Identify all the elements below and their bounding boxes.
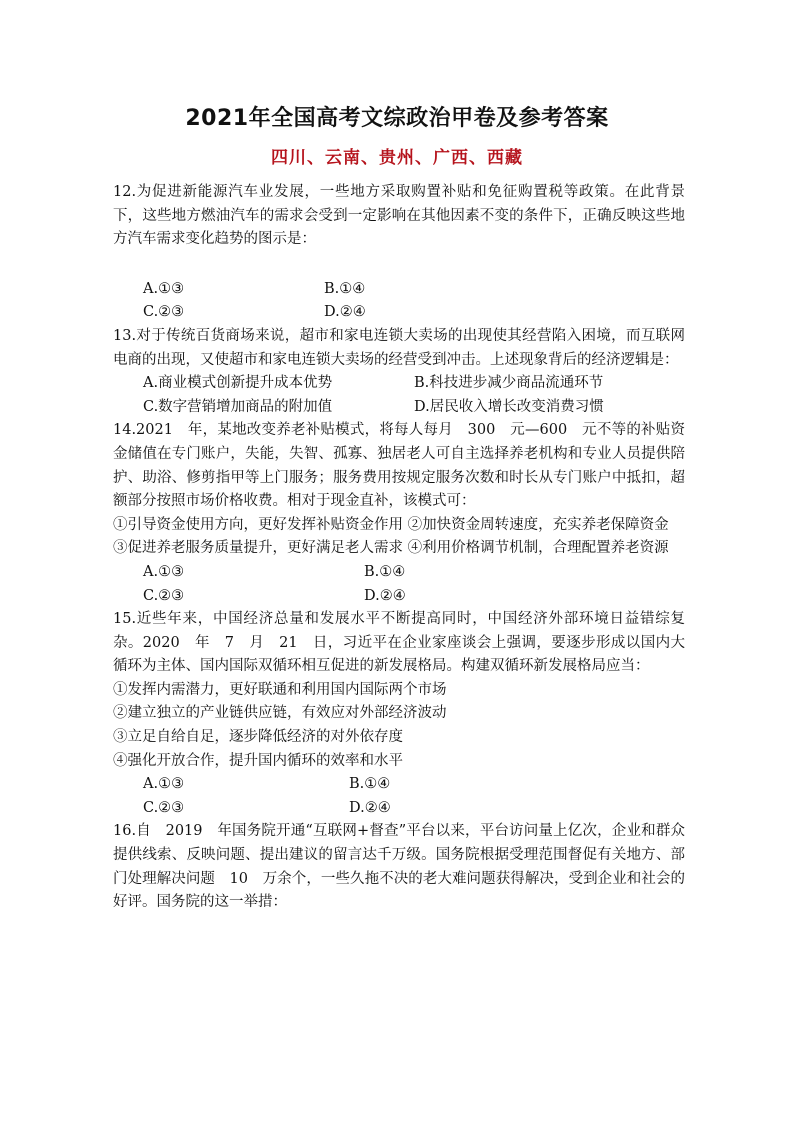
options-row [113,372,685,396]
question-stem: 14.2021 年，某地改变养老补贴模式，将每人每月 300 元—600 元不等的补贴资金储值在专门账户，失能，失智、孤寡、独居老人可自主选择养老机构和专业人员提供陪护、助浴、修剪指甲等上门服务；服务费用按规定服务次数和时长从专门账户中抵扣，超额部分按照市场价格收费。相对于现金直补，该模式可： [113,422,685,510]
statement-line: ①引导资金使用方向，更好发挥补贴资金作用 ②加快资金周转速度，充实养老保障资金 [113,516,669,533]
option-c: C.数字营销增加商品的附加值 [143,398,333,415]
question-14 [113,419,685,608]
figure-placeholder [113,252,685,278]
option-d: D.居民收入增长改变消费习惯 [414,398,604,415]
statement-line: ③促进养老服务质量提升，更好满足老人需求 ④利用价格调节机制，合理配置养老资源 [113,540,669,557]
question-16 [113,820,685,914]
options-row [113,585,685,609]
option-d: D.②④ [349,799,391,816]
option-a: A.①③ [143,280,185,297]
question-list [113,181,685,915]
page-subtitle: 四川、云南、贵州、广西、西藏 [271,148,523,168]
option-b: B.①④ [324,280,366,297]
statement-line: ③立足自给自足，逐步降低经济的对外依存度 [113,729,403,746]
question-stem: 13.对于传统百货商场来说，超市和家电连锁大卖场的出现使其经营陷入困境，而互联网电商的出现，又使超市和家电连锁大卖场的经营受到冲击。上述现象背后的经济逻辑是： [113,327,685,368]
statement-line: ②建立独立的产业链供应链，有效应对外部经济波动 [113,705,447,722]
statement-line: ①发挥内需潜力，更好联通和利用国内国际两个市场 [113,681,447,698]
option-c: C.②③ [143,799,185,816]
statement-line: ④强化开放合作，提升国内循环的效率和水平 [113,752,403,769]
question-stem: 16.自 2019 年国务院开通“互联网+督查”平台以来，平台访问量上亿次，企业和群众提供线索、反映问题、提出建议的留言达千万级。国务院根据受理范围督促有关地方、部门处理解决问题 10 万余个，一些久拖不决的老大难问题获得解决，受到企业和社会的好评。国务院的这一举措： [113,823,685,911]
options-row [113,301,685,325]
options-row [113,278,685,302]
question-15 [113,608,685,820]
question-13 [113,325,685,419]
options-row [113,561,685,585]
option-a: A.商业模式创新提升成本优势 [143,375,333,392]
options-row [113,773,685,797]
option-c: C.②③ [143,587,185,604]
option-b: B.①④ [364,563,406,580]
page-title: 2021年全国高考文综政治甲卷及参考答案 [185,106,609,131]
options-row [113,797,685,821]
option-a: A.①③ [143,776,185,793]
option-a: A.①③ [143,563,185,580]
options-row [113,396,685,420]
option-c: C.②③ [143,304,185,321]
option-d: D.②④ [364,587,406,604]
question-stem: 15.近些年来，中国经济总量和发展水平不断提高同时，中国经济外部环境日益错综复杂。2020 年 7 月 21 日，习近平在企业家座谈会上强调，要逐步形成以国内大循环为主体、国内国际双循环相互促进的新发展格局。构建双循环新发展格局应当： [113,611,685,675]
option-b: B.科技进步减少商品流通环节 [414,375,604,392]
question-stem: 12.为促进新能源汽车业发展，一些地方采取购置补贴和免征购置税等政策。在此背景下，这些地方燃油汽车的需求会受到一定影响在其他因素不变的条件下，正确反映这些地方汽车需求变化趋势的图示是： [113,184,685,248]
option-b: B.①④ [349,776,391,793]
question-12 [113,181,685,325]
option-d: D.②④ [324,304,366,321]
